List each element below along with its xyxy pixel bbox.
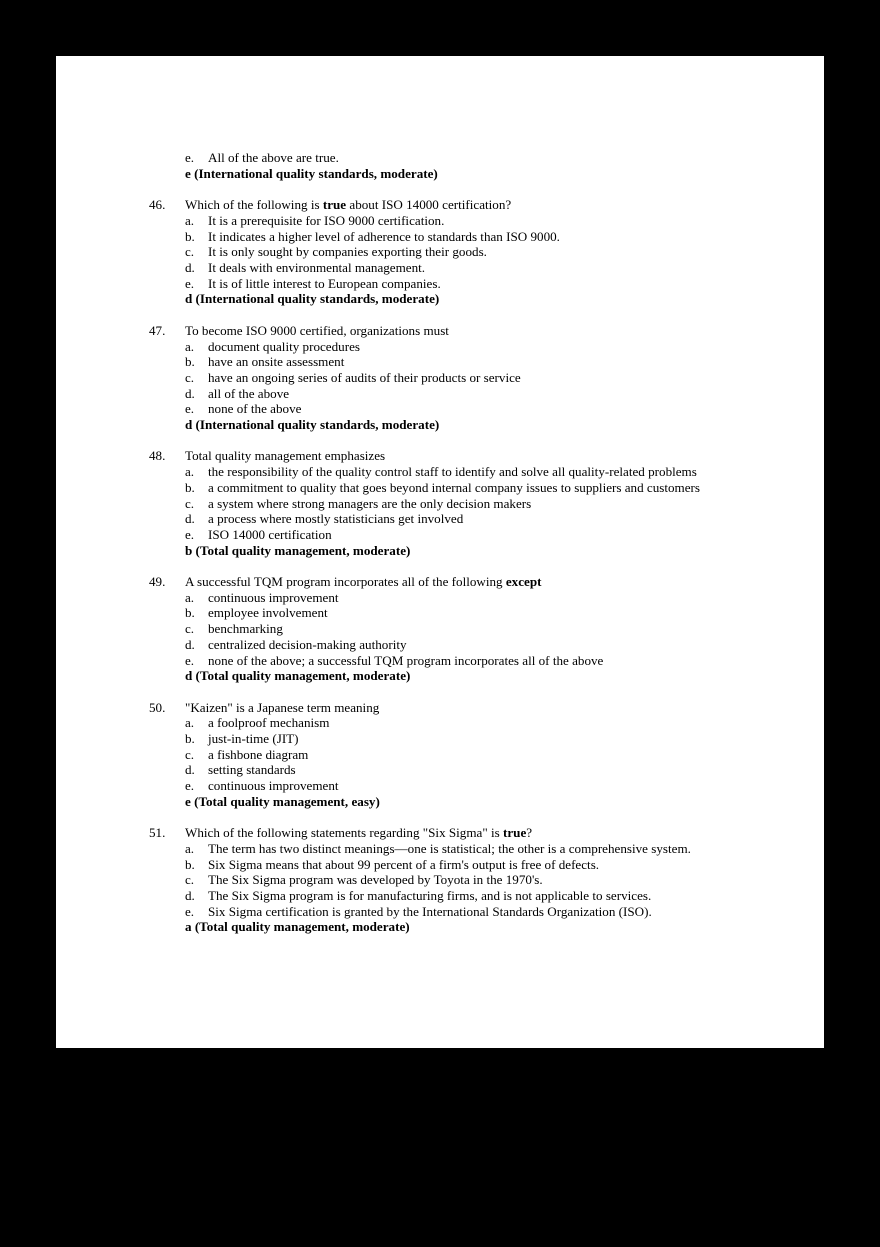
question-number: 50. (149, 699, 166, 715)
question-number: 46. (149, 197, 166, 213)
question-text: A successful TQM program incorporates all of the following except (185, 574, 542, 589)
question-number: 47. (149, 322, 166, 338)
answer-key: d (Total quality management, moderate) (185, 668, 411, 684)
question-text: To become ISO 9000 certified, organizations must (185, 322, 449, 338)
answer-key: e (Total quality management, easy) (185, 793, 380, 809)
answer-key: b (Total quality management, moderate) (185, 542, 411, 558)
option-text: All of the above are true. (208, 150, 339, 165)
document-page: e. All of the above are true. e (International quality standards, moderate) 46. Which of the following is true about ISO 14000 certification? a. It is a prerequisite for ISO 9000 certification. b. It indicates a higher level of adherence to standards than ISO 9000. c. It is only sought by companies exporting their goods. d. It deals with environmental management. e. It is of little interest to European companies. d (International quality standards, moderate) 47. To become ISO 9000 certified, organizations must a. document quality procedures b. have an onsite assessment c. have an ongoing series of audits of their products or service d. all of the above e. none of the above d (International quality standards, moderate) 48. Total quality management emphasizes a. the responsibility of the quality control staff to identify and solve all quality-related problems b. a commitment to quality that goes beyond internal company issues to suppliers and customers c. a system where strong managers are the only decision makers d. a process where mostly statisticians get involved e. ISO 14000 certification b (Total quality management, moderate) 49. A successful TQM program incorporates all of the following except a. continuous improvement b. employee involvement c. benchmarking d. centralized decision-making authority e. none of the above; a successful TQM program incorporates all of the above d (Total quality management, moderate) 50. "Kaizen" is a Japanese term meaning a. a foolproof mechanism b. just-in-time (JIT) c. a fishbone diagram d. setting standards e. continuous improvement e (Total quality management, easy) 51. Which of the following statements regarding "Six Sigma" is true? a. The term has two distinct meanings—one is statistical; the other is a comprehensive system. b. Six Sigma means that about 99 percent of a firm's output is free of defects. c. The Six Sigma program was developed by Toyota in the 1970's. d. The Six Sigma program is for manufacturing firms, and is not applicable to services. e. Six Sigma certification is granted by the International Standards Organization (ISO). a (Total quality management, moderate) (56, 56, 824, 1048)
answer-key: a (Total quality management, moderate) (185, 919, 410, 935)
question-text: "Kaizen" is a Japanese term meaning (185, 699, 380, 715)
question-text: Total quality management emphasizes (185, 448, 386, 464)
answer-key: e (International quality standards, moderate) (185, 165, 438, 181)
option-letter: e. (185, 150, 195, 165)
question-number: 49. (149, 574, 166, 589)
question-number: 51. (149, 825, 166, 841)
question-number: 48. (149, 448, 166, 464)
question-text: Which of the following is true about ISO 14000 certification? (185, 197, 512, 213)
question-text: Which of the following statements regarding "Six Sigma" is true? (185, 825, 533, 841)
answer-key: d (International quality standards, moderate) (185, 291, 440, 307)
answer-key: d (International quality standards, moderate) (185, 417, 440, 432)
